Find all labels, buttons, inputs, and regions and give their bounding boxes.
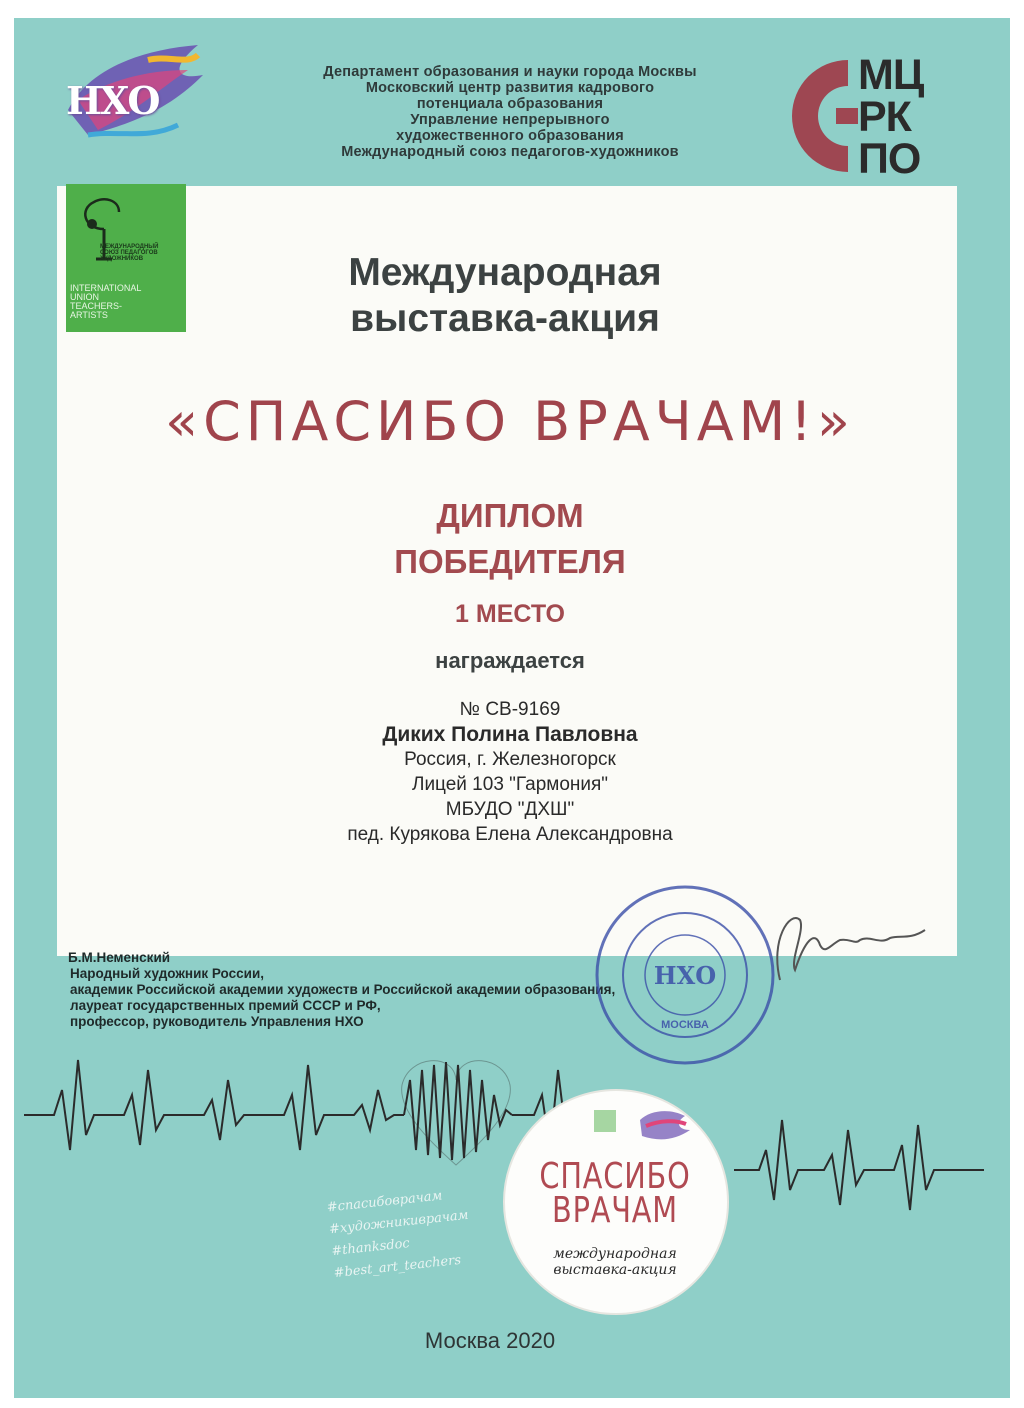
- recipient-art-school: МБУДО "ДХШ": [445, 799, 575, 820]
- signer-title-line: академик Российской академии художеств и Российской академии образования,: [70, 982, 616, 997]
- signer-title-line: профессор, руководитель Управления НХО: [70, 1014, 364, 1029]
- recipient-name: Диких Полина Павловна: [382, 723, 638, 746]
- union-ru-text: МЕЖДУНАРОДНЫЙ СОЮЗ ПЕДАГОГОВ ХУДОЖНИКОВ: [100, 244, 159, 262]
- international-union-logo: [66, 184, 186, 332]
- exhibition-title: Международная выставка-акция: [348, 251, 662, 340]
- mcrkpo-logo-text: МЦ РК ПО: [858, 51, 924, 183]
- recipient-location: Россия, г. Железногорск: [404, 749, 616, 770]
- organization-header: [230, 64, 790, 160]
- place-label: 1 МЕСТО: [455, 600, 565, 628]
- signer-title-line: Народный художник России,: [70, 966, 264, 981]
- recipient-school: Лицей 103 "Гармония": [411, 774, 609, 795]
- badge-title: СПАСИБО ВРАЧАМ: [539, 1156, 691, 1231]
- org-line: Департамент образования и науки города Москвы: [323, 64, 697, 80]
- diploma-number: № СВ-9169: [459, 699, 561, 720]
- signer-title-line: лауреат государственных премий СССР и РФ,: [70, 998, 381, 1013]
- stamp-city-text: МОСКВА: [661, 1019, 709, 1031]
- hashtags: #спасибоврачам #художникиврачам #thanksdoc #best_art_teachers: [326, 1188, 470, 1282]
- org-line: потенциала образования: [416, 96, 604, 112]
- diploma-heading: ДИПЛОМ ПОБЕДИТЕЛЯ: [394, 497, 626, 580]
- union-en-text: INTERNATIONAL UNION TEACHERS- ARTISTS: [70, 283, 142, 320]
- org-line: Управление непрерывного: [410, 112, 610, 128]
- org-line: Московский центр развития кадрового: [365, 80, 655, 96]
- org-line: художественного образования: [396, 128, 624, 144]
- badge-subtitle: международная выставка-акция: [553, 1246, 677, 1278]
- recipient-teacher: пед. Курякова Елена Александровна: [347, 824, 673, 845]
- awarded-label: награждается: [435, 648, 585, 673]
- signature: [760, 900, 930, 990]
- org-line: Международный союз педагогов-художников: [341, 144, 679, 160]
- nho-logo-text: НХО: [66, 78, 159, 123]
- exhibition-slogan: «СПАСИБО ВРАЧАМ!»: [165, 390, 855, 453]
- stamp-center-text: НХО: [653, 961, 717, 990]
- signer-name: Б.М.Неменский: [68, 950, 171, 965]
- city-year: Москва 2020: [424, 1328, 556, 1353]
- recipient-block: [250, 697, 770, 847]
